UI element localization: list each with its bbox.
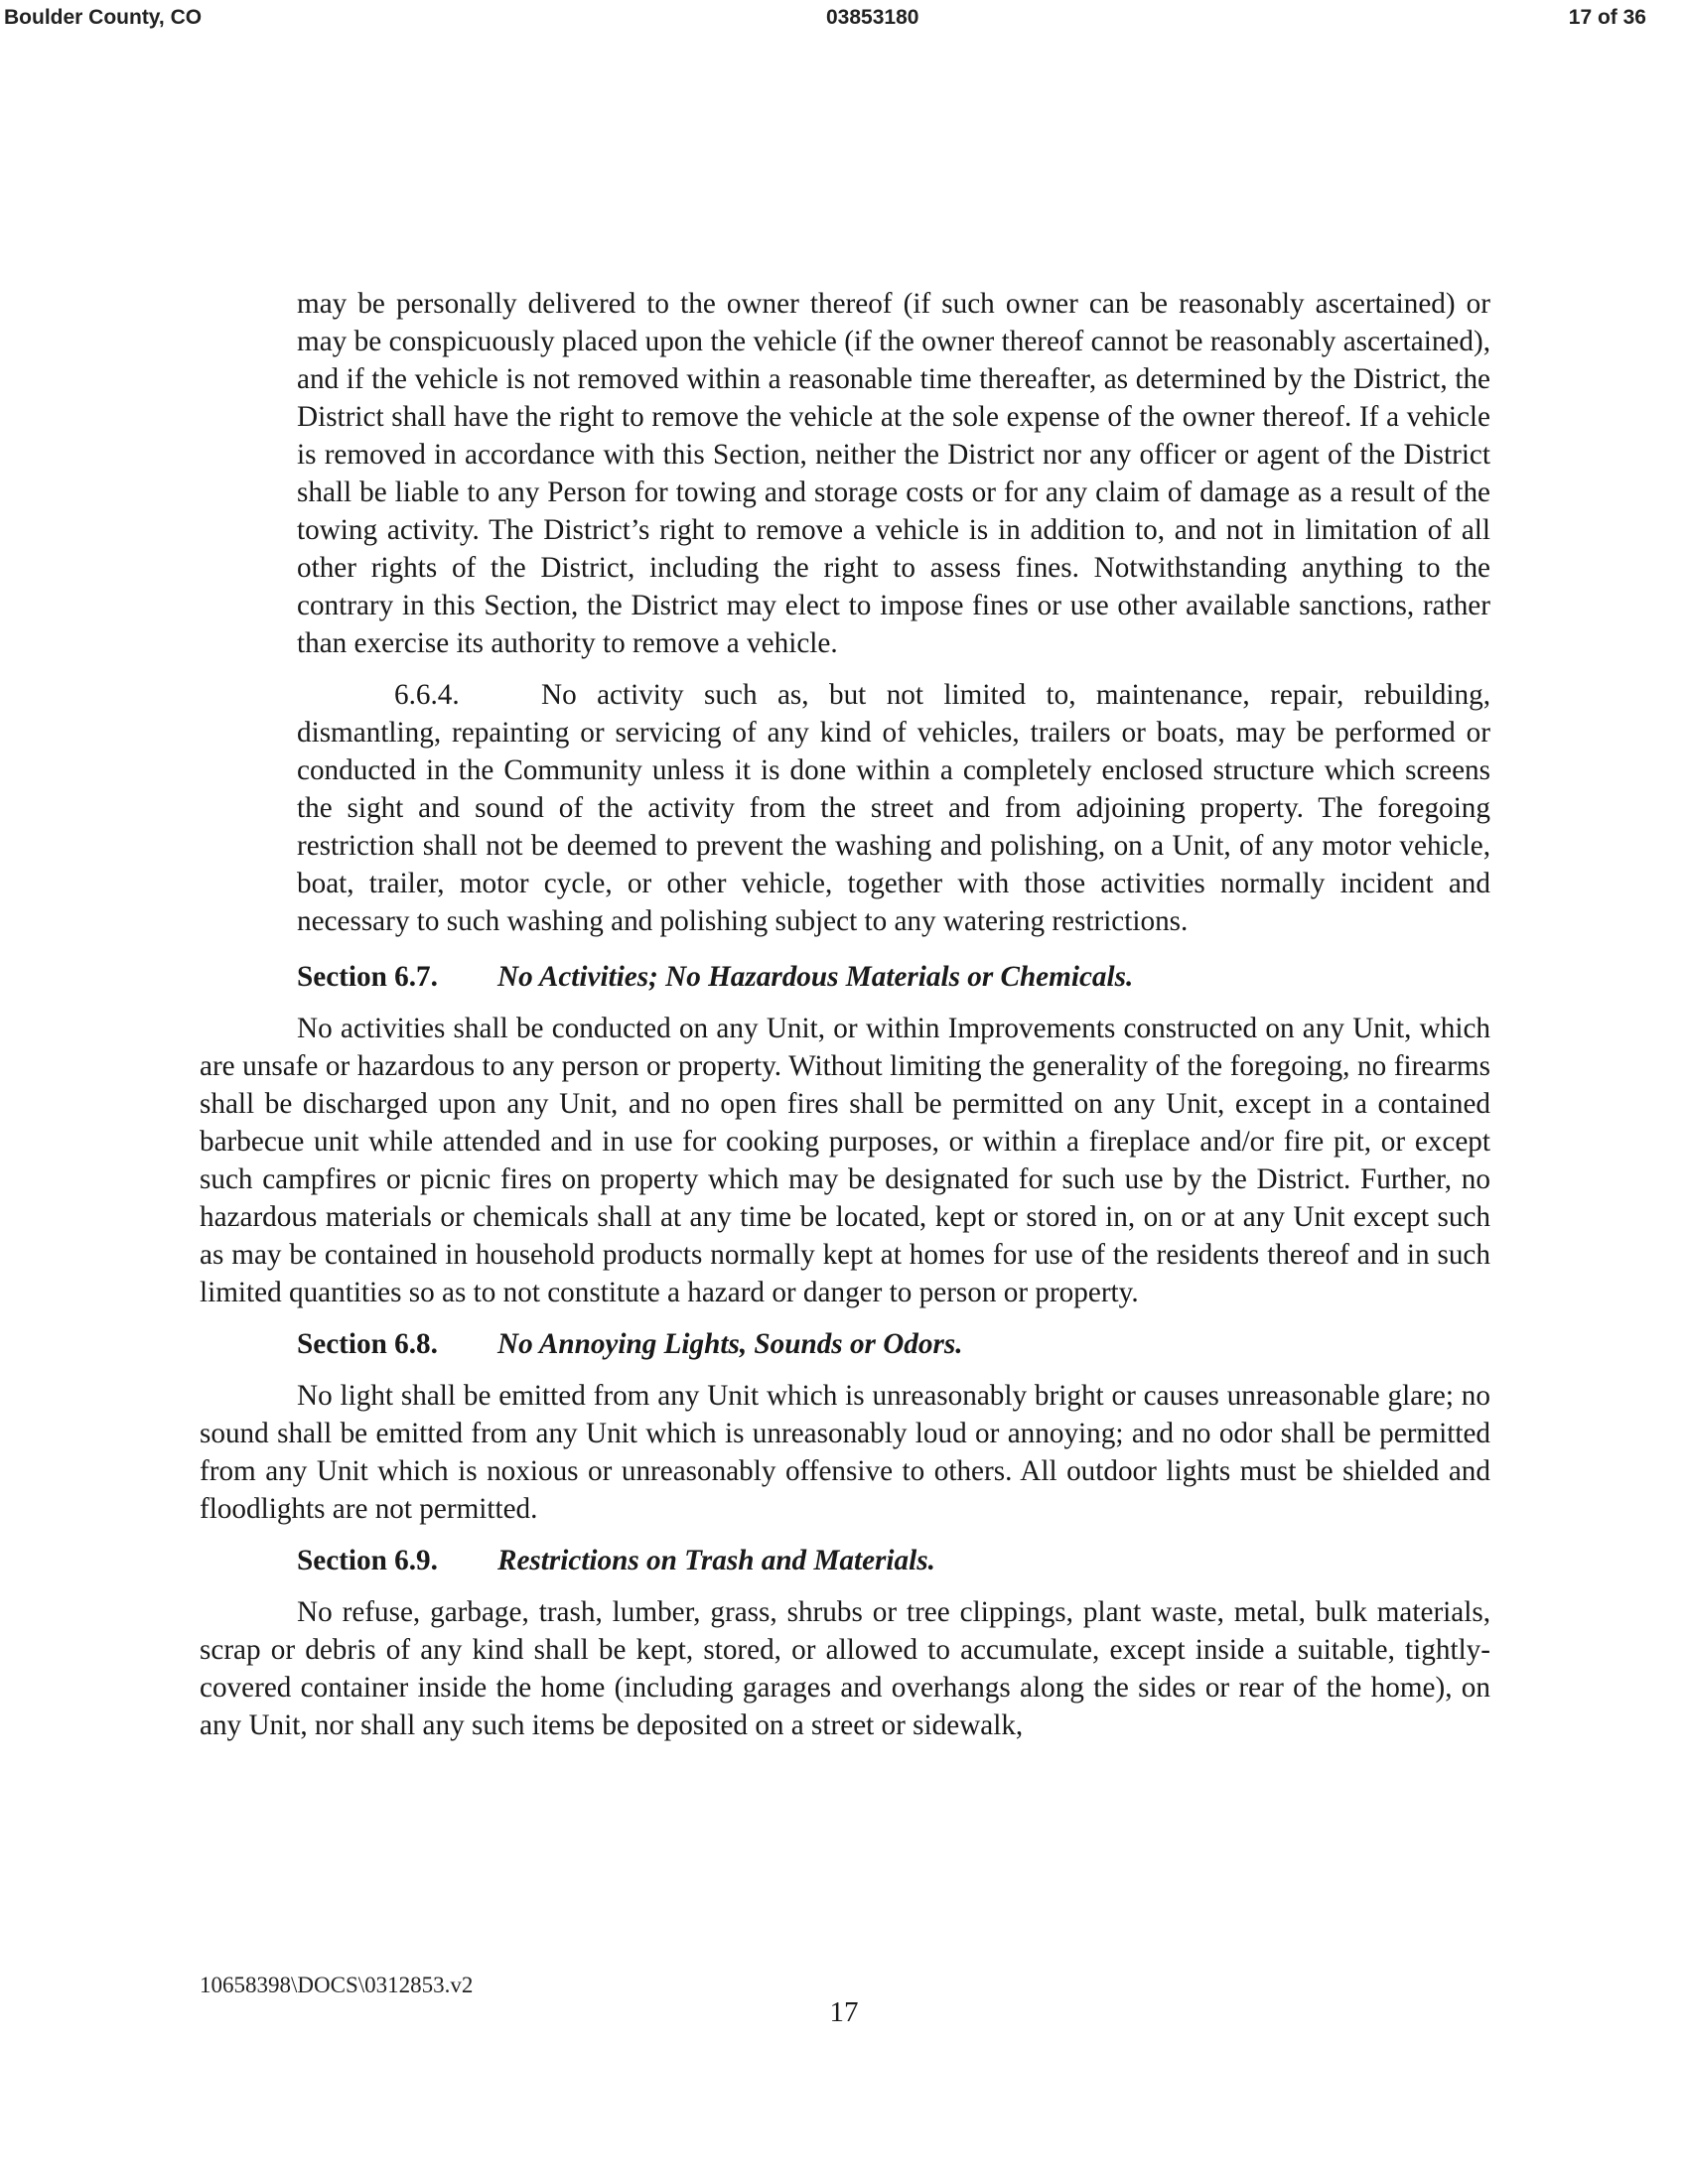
section-number: Section 6.7. [297,961,438,993]
section-number: Section 6.9. [297,1545,438,1576]
page-number: 17 [829,1996,859,2028]
page-header [0,6,1688,42]
section-6-7-heading [297,958,1490,996]
section-title: Restrictions on Trash and Materials. [497,1545,935,1576]
section-title: No Activities; No Hazardous Materials or Chemicals. [497,961,1134,993]
section-6-8-heading [297,1325,1490,1363]
paragraph-number: 6.6.4. [394,679,460,711]
paragraph-text: No activity such as, but not limited to, maintenance, repair, rebuilding, dismantling, repainting or servicing of any kind of vehicles, trailers or boats, may be performed or conducted in the Community unless it is done within a completely enclosed structure which screens the sight and sound of the activity from the street and from adjoining property. The foregoing restriction shall not be deemed to prevent the washing and polishing, on a Unit, of any motor vehicle, boat, trailer, motor cycle, or other vehicle, together with those activities normally incident and necessary to such washing and polishing subject to any watering restrictions. [297,679,1490,937]
section-6-8-text: No light shall be emitted from any Unit which is unreasonably bright or causes unreasonable glare; no sound shall be emitted from any Unit which is unreasonably loud or annoying; and no odor shall be permitted from any Unit which is noxious or unreasonably offensive to others. All outdoor lights must be shielded and floodlights are not permitted. [200,1380,1490,1525]
section-6-9-heading [297,1542,1490,1579]
section-6-7-text: No activities shall be conducted on any Unit, or within Improvements constructed on any Unit, which are unsafe or hazardous to any person or property. Without limiting the generality of the foregoing, no firearms shall be discharged upon any Unit, and no open fires shall be permitted on any Unit, except in a contained barbecue unit while attended and in use for cooking purposes, or within a fireplace and/or fire pit, or except such campfires or picnic fires on property which may be designated for such use by the District. Further, no hazardous materials or chemicals shall at any time be located, kept or stored in, on or at any Unit except such as may be contained in household products normally kept at homes for use of the residents thereof and in such limited quantities so as to not constitute a hazard or danger to person or property. [200,1013,1490,1308]
section-6-9-text: No refuse, garbage, trash, lumber, grass, shrubs or tree clippings, plant waste, metal, bulk materials, scrap or debris of any kind shall be kept, stored, or allowed to accumulate, except inside a suitable, tightly-covered container inside the home (including garages and overhangs along the sides or rear of the home), on any Unit, nor shall any such items be deposited on a street or sidewalk, [200,1596,1490,1741]
page-of-count: 17 of 36 [1568,6,1646,29]
paragraph-6-6-4 [297,676,1490,940]
county-label: Boulder County, CO [4,6,203,29]
section-title: No Annoying Lights, Sounds or Odors. [497,1328,963,1360]
document-number: 03853180 [826,6,919,29]
document-code: 10658398\DOCS\0312853.v2 [200,1973,474,1997]
document-body [200,285,1490,1744]
continuation-paragraph: may be personally delivered to the owner thereof (if such owner can be reasonably ascertained) or may be conspicuously placed upon the vehicle (if the owner thereof cannot be reasonably ascertained), and if the vehicle is not removed within a reasonable time thereafter, as determined by the District, the District shall have the right to remove the vehicle at the sole expense of the owner thereof. If a vehicle is removed in accordance with this Section, neither the District nor any officer or agent of the District shall be liable to any Person for towing and storage costs or for any claim of damage as a result of the towing activity. The District’s right to remove a vehicle is in addition to, and not in limitation of all other rights of the District, including the right to assess fines. Notwithstanding anything to the contrary in this Section, the District may elect to impose fines or use other available sanctions, rather than exercise its authority to remove a vehicle. [297,288,1490,659]
section-number: Section 6.8. [297,1328,438,1360]
